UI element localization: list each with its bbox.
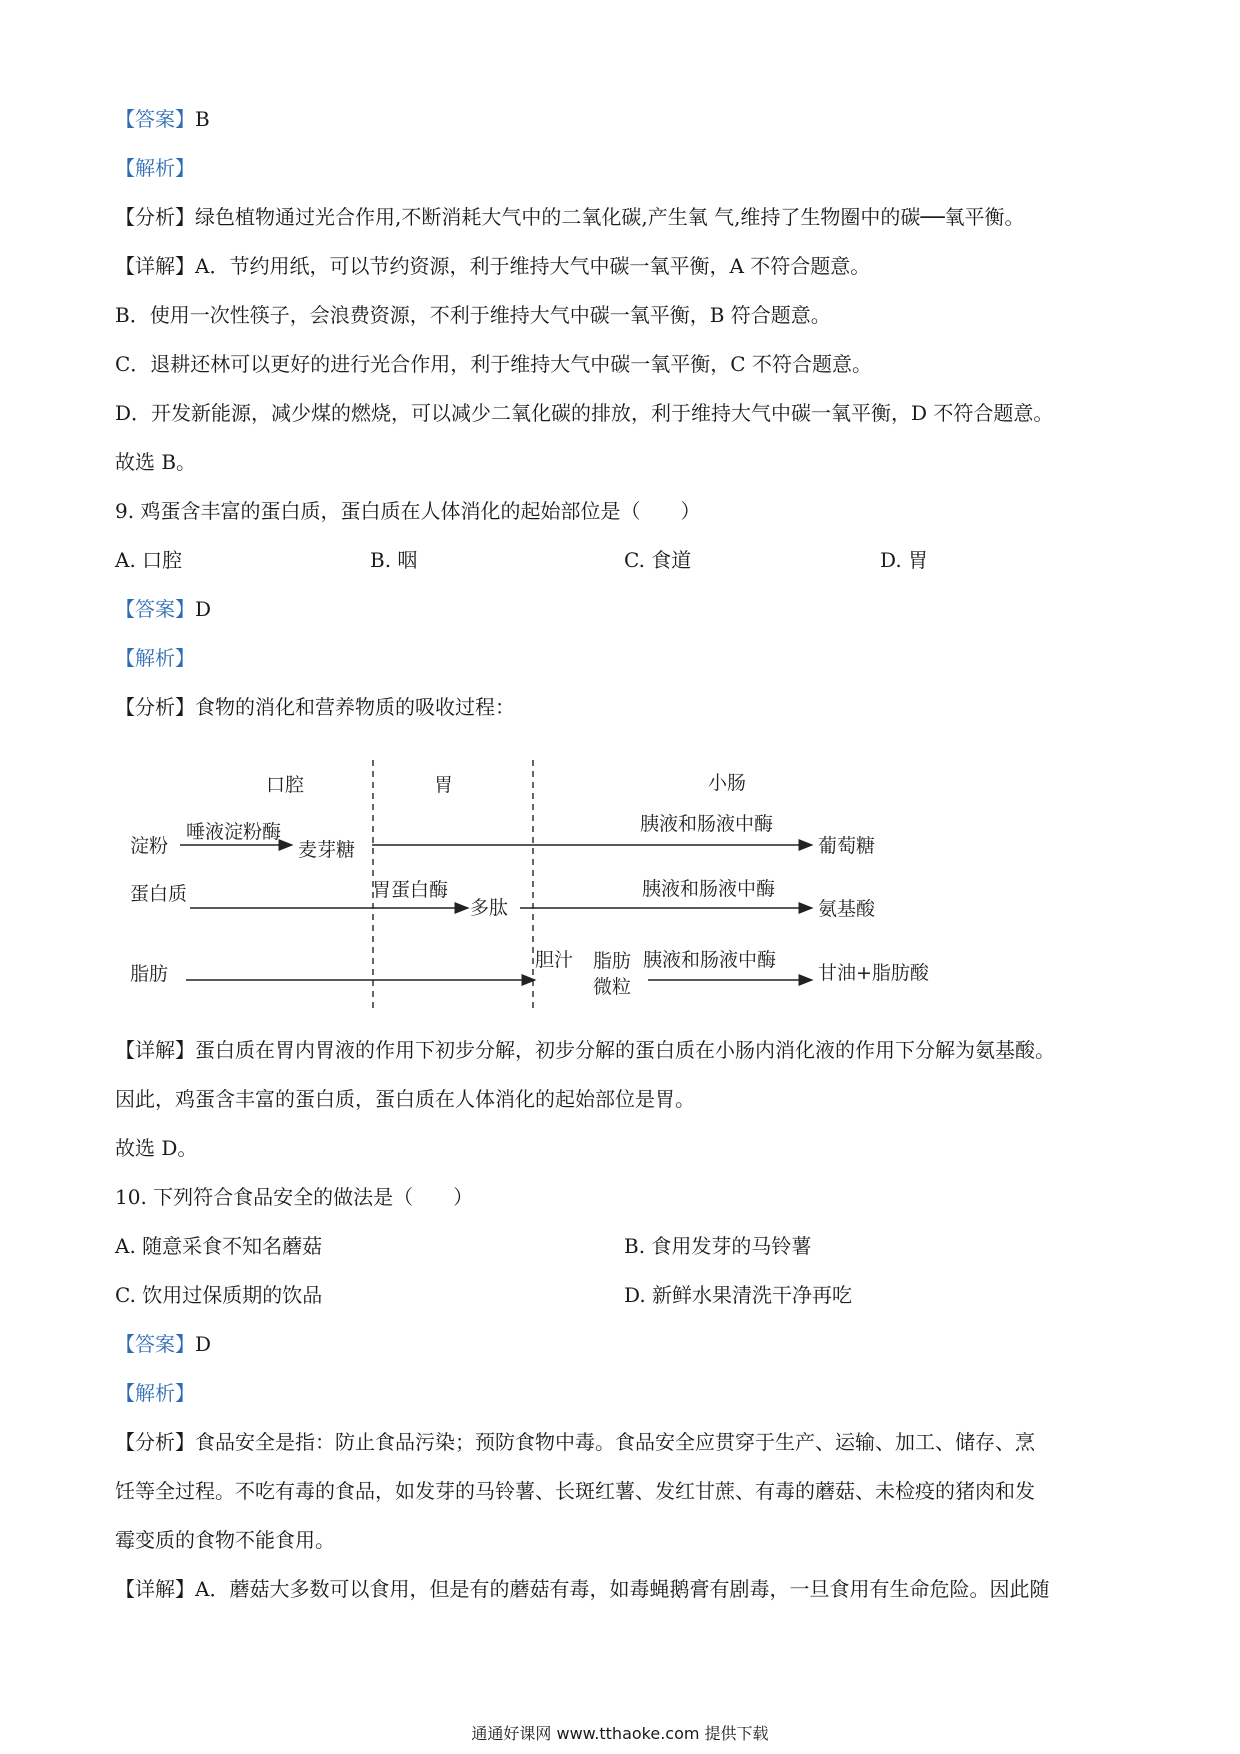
analysis-tag-3: 【解析】 <box>115 1381 195 1405</box>
row-label-fat: 脂肪 <box>130 963 169 985</box>
question-9: 9. 鸡蛋含丰富的蛋白质，蛋白质在人体消化的起始部位是（ ） <box>115 499 701 523</box>
label-fat-droplet-line2: 微粒 <box>593 976 632 998</box>
q10-option-b: B. 食用发芽的马铃薯 <box>624 1234 812 1258</box>
text-line: 霉变质的食物不能食用。 <box>115 1528 335 1552</box>
label-saliva-amylase: 唾液淀粉酶 <box>186 821 282 843</box>
answer-tag: 【答案】 <box>115 1332 195 1356</box>
label-intestinal-enzymes: 胰液和肠液中酶 <box>642 878 776 900</box>
text-line: 饪等全过程。不吃有毒的食品，如发芽的马铃薯、长斑红薯、发红甘蔗、有毒的蘑菇、未检疫的猪肉和发 <box>115 1479 1035 1503</box>
text-line: 故选 D。 <box>115 1136 198 1160</box>
text-line: 【详解】蛋白质在胃内胃液的作用下初步分解，初步分解的蛋白质在小肠内消化液的作用下分解为氨基酸。 <box>115 1038 1055 1062</box>
text-line: 【详解】A．蘑菇大多数可以食用，但是有的蘑菇有毒，如毒蝇鹅膏有剧毒，一旦食用有生命危险。因此随 <box>115 1577 1050 1601</box>
text-line: D．开发新能源，减少煤的燃烧，可以减少二氧化碳的排放，利于维持大气中碳一氧平衡，D 不符合题意。 <box>115 401 1054 425</box>
analysis-tag-2: 【解析】 <box>115 646 195 670</box>
q9-option-a: A. 口腔 <box>115 548 183 572</box>
q10-option-c: C. 饮用过保质期的饮品 <box>115 1283 323 1307</box>
label-intestinal-enzymes: 胰液和肠液中酶 <box>643 949 777 971</box>
q9-option-b: B. 咽 <box>370 548 418 572</box>
label-amino-acid: 氨基酸 <box>818 898 876 920</box>
text-line: 【详解】A．节约用纸，可以节约资源，利于维持大气中碳一氧平衡，A 不符合题意。 <box>115 254 871 278</box>
footer-watermark: 通通好课网 www.tthaoke.com 提供下载 <box>471 1724 769 1743</box>
label-fat-droplet-line1: 脂肪 <box>593 950 632 972</box>
text-line: 【分析】绿色植物通过光合作用,不断消耗大气中的二氧化碳,产生氧 气,维持了生物圈中的碳──氧平衡。 <box>115 205 1025 229</box>
label-glucose: 葡萄糖 <box>818 835 876 857</box>
row-label-starch: 淀粉 <box>130 835 169 857</box>
answer-line-3 <box>115 1330 211 1358</box>
answer-value: D <box>195 1332 212 1356</box>
question-10: 10. 下列符合食品安全的做法是（ ） <box>115 1185 474 1209</box>
text-line: 因此，鸡蛋含丰富的蛋白质，蛋白质在人体消化的起始部位是胃。 <box>115 1087 695 1111</box>
label-glycerol-fatty-acid: 甘油+脂肪酸 <box>818 962 929 984</box>
text-line: 故选 B。 <box>115 450 197 474</box>
column-label-stomach: 胃 <box>434 774 454 796</box>
answer-value: B <box>195 107 210 131</box>
text-line: B．使用一次性筷子，会浪费资源，不利于维持大气中碳一氧平衡，B 符合题意。 <box>115 303 831 327</box>
text-line: 【分析】食品安全是指：防止食品污染；预防食物中毒。食品安全应贯穿于生产、运输、加工、储存、烹 <box>115 1430 1035 1454</box>
answer-tag: 【答案】 <box>115 597 195 621</box>
q10-option-d: D. 新鲜水果清洗干净再吃 <box>624 1283 853 1307</box>
label-maltose: 麦芽糖 <box>298 839 356 861</box>
label-pepsin: 胃蛋白酶 <box>372 879 449 901</box>
q9-option-d: D. 胃 <box>880 548 929 572</box>
q10-option-a: A. 随意采食不知名蘑菇 <box>115 1234 323 1258</box>
column-label-intestine: 小肠 <box>708 772 747 794</box>
answer-value: D <box>195 597 212 621</box>
column-label-mouth: 口腔 <box>266 774 305 796</box>
label-bile: 胆汁 <box>535 949 574 971</box>
label-intestinal-enzymes: 胰液和肠液中酶 <box>640 813 774 835</box>
answer-tag: 【答案】 <box>115 107 195 131</box>
q9-option-c: C. 食道 <box>624 548 692 572</box>
label-polypeptide: 多肽 <box>470 897 509 919</box>
text-line: 【分析】食物的消化和营养物质的吸收过程： <box>115 695 515 719</box>
row-label-protein: 蛋白质 <box>130 883 188 905</box>
analysis-tag-1: 【解析】 <box>115 156 195 180</box>
text-line: C．退耕还林可以更好的进行光合作用，利于维持大气中碳一氧平衡，C 不符合题意。 <box>115 352 872 376</box>
